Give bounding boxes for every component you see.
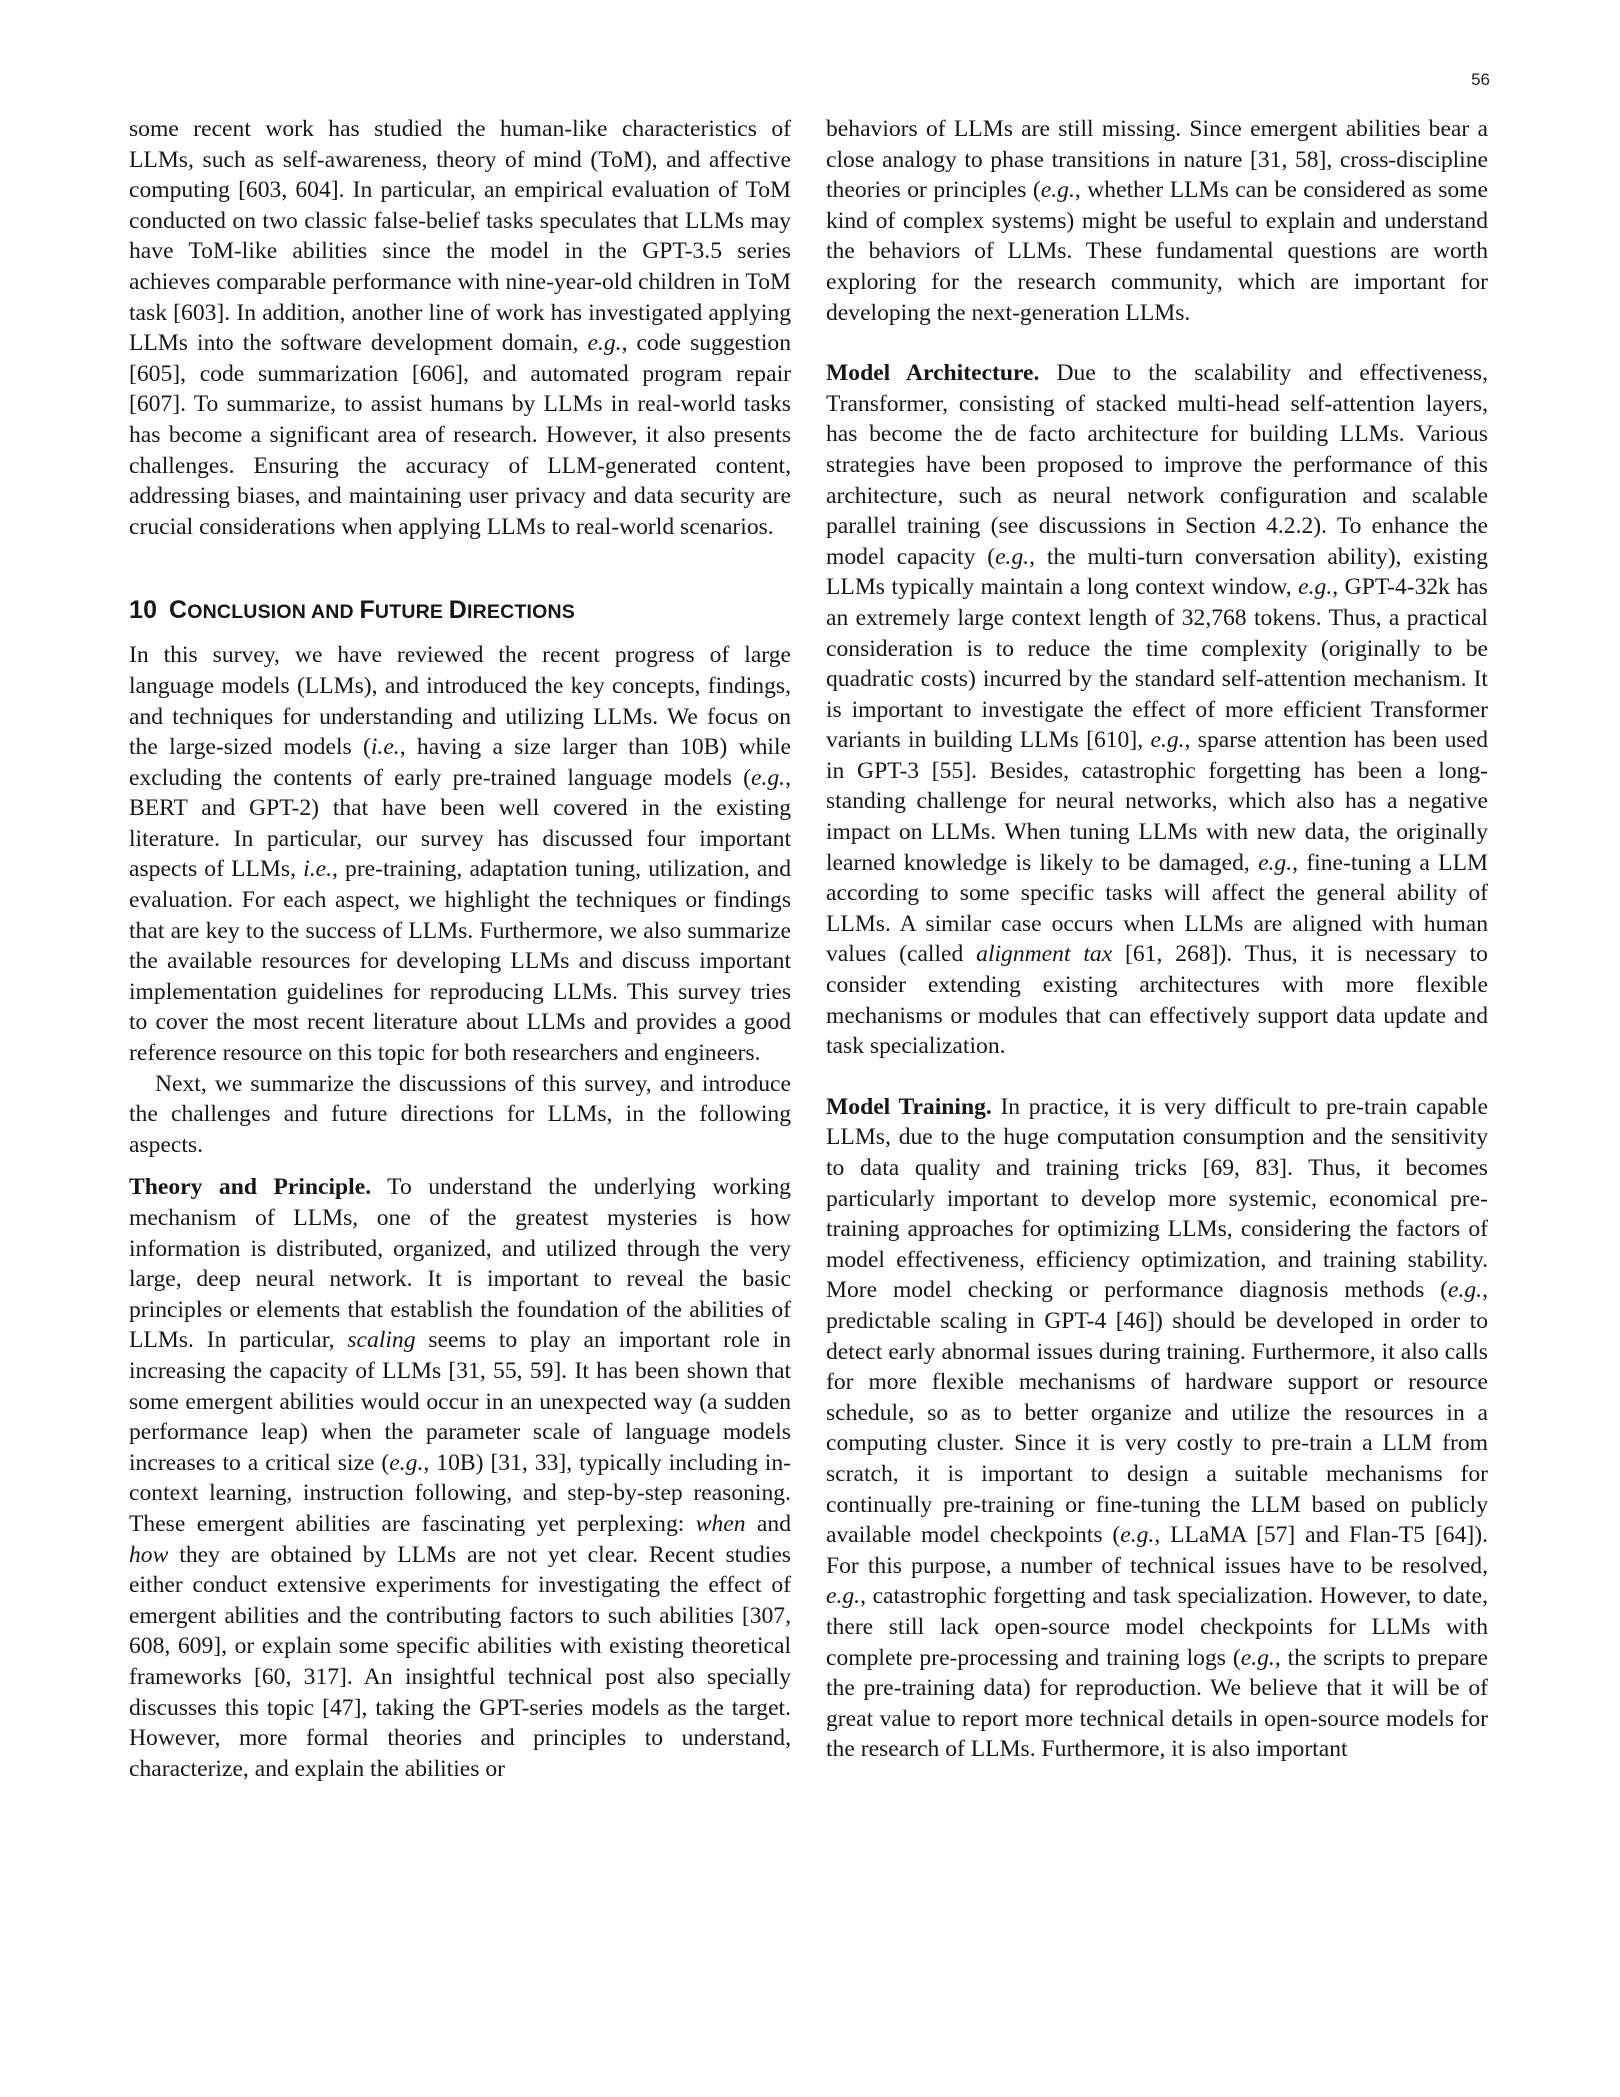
paragraph-conclusion-summary: In this survey, we have reviewed the recent progress of large language models (LLMs), and introduced the key concepts, findings, and techniques for understanding and utilizing LLMs. We focus on the large-sized models (i.e., having a size larger than 10B) while excluding the contents of early pre-trained language models (e.g., BERT and GPT-2) that have been well covered in the existing literature. In particular, our survey has discussed four important aspects of LLMs, i.e., pre-training, adaptation tuning, utilization, and evaluation. For each aspect, we highlight the techniques or findings that are key to the success of LLMs. Furthermore, we also summarize the available resources for developing LLMs and discuss important implementation guidelines for reproducing LLMs. This survey tries to cover the most recent literature about LLMs and provides a good reference resource on this topic for both researchers and engineers. [129,642,791,1067]
section-heading-conclusion: 10 CONCLUSION AND FUTURE DIRECTIONS [129,596,575,625]
paragraph-next-summary: Next, we summarize the discussions of this survey, and introduce the challenges and future directions for LLMs, in the following aspects. [129,1070,791,1158]
paragraph-model-architecture: Model Architecture. Due to the scalability and effectiveness, Transformer, consisting of stacked multi-head self-attention layers, has become the de facto architecture for building LLMs. Various strategies have been proposed to improve the performance of this architecture, such as neural network configuration and scalable parallel training (see discussions in Section 4.2.2). To enhance the model capacity (e.g., the multi-turn conversation ability), existing LLMs typically maintain a long context window, e.g., GPT-4-32k has an extremely large context length of 32,768 tokens. Thus, a practical consideration is to reduce the time complexity (originally to be quadratic costs) incurred by the standard self-attention mechanism. It is important to investigate the effect of more efficient Transformer variants in building LLMs [610], e.g., sparse attention has been used in GPT-3 [55]. Besides, catastrophic forgetting has been a long-standing challenge for neural networks, which also has a negative impact on LLMs. When tuning LLMs with new data, the originally learned knowledge is likely to be damaged, e.g., fine-tuning a LLM according to some specific tasks will affect the general ability of LLMs. A similar case occurs when LLMs are aligned with human values (called alignment tax [61, 268]). Thus, it is necessary to consider extending existing architectures with more flexible mechanisms or modules that can effectively support data update and task specialization. [826,360,1488,1060]
section-number: 10 [129,596,158,625]
paragraph-applications: some recent work has studied the human-like characteristics of LLMs, such as self-awareness, theory of mind (ToM), and affective computing [603, 604]. In particular, an empirical evaluation of ToM conducted on two classic false-belief tasks speculates that LLMs may have ToM-like abilities since the model in the GPT-3.5 series achieves comparable performance with nine-year-old children in ToM task [603]. In addition, another line of work has investigated applying LLMs into the software development domain, e.g., code suggestion [605], code summarization [606], and automated program repair [607]. To summarize, to assist humans by LLMs in real-world tasks has become a significant area of research. However, it also presents challenges. Ensuring the accuracy of LLM-generated content, addressing biases, and maintaining user privacy and data security are crucial considerations when applying LLMs to real-world scenarios. [129,116,791,540]
page-number: 56 [1471,70,1490,89]
run-in-heading-theory: Theory and Principle. [129,1174,372,1201]
run-in-heading-training: Model Training. [826,1093,992,1120]
paragraph-model-training: Model Training. In practice, it is very difficult to pre-train capable LLMs, due to the huge computation consumption and the sensitivity to data quality and training tricks [69, 83]. Thus, it becomes particularly important to develop more systemic, economical pre-training approaches for optimizing LLMs, considering the factors of model effectiveness, efficiency optimization, and training stability. More model checking or performance diagnosis methods (e.g., predictable scaling in GPT-4 [46]) should be developed in order to detect early abnormal issues during training. Furthermore, it also calls for more flexible mechanisms of hardware support or resource schedule, so as to better organize and utilize the resources in a computing cluster. Since it is very costly to pre-train a LLM from scratch, it is important to design a suitable mechanisms for continually pre-training or fine-tuning the LLM based on publicly available model checkpoints (e.g., LLaMA [57] and Flan-T5 [64]). For this purpose, a number of technical issues have to be resolved, e.g., catastrophic forgetting and task specialization. However, to date, there still lack open-source model checkpoints for LLMs with complete pre-processing and training logs (e.g., the scripts to prepare the pre-training data) for reproduction. We believe that it will be of great value to report more technical details in open-source models for the research of LLMs. Furthermore, it is also important [826,1093,1488,1763]
run-in-heading-architecture: Model Architecture. [826,360,1040,387]
paragraph-theory-principle: Theory and Principle. To understand the underlying working mechanism of LLMs, one of the greatest mysteries is how information is distributed, organized, and utilized through the very large, deep neural network. It is important to reveal the basic principles or elements that establish the foundation of the abilities of LLMs. In particular, scaling seems to play an important role in increasing the capacity of LLMs [31, 55, 59]. It has been shown that some emergent abilities would occur in an unexpected way (a sudden performance leap) when the parameter scale of language models increases to a critical size (e.g., 10B) [31, 33], typically including in-context learning, instruction following, and step-by-step reasoning. These emergent abilities are fascinating yet perplexing: when and how they are obtained by LLMs are not yet clear. Recent studies either conduct extensive experiments for investigating the effect of emergent abilities and the contributing factors to such abilities [307, 608, 609], or explain some specific abilities with existing theoretical frameworks [60, 317]. An insightful technical post also specially discusses this topic [47], taking the GPT-series models as the target. However, more formal theories and principles to understand, characterize, and explain the abilities or [129,1174,792,1782]
right-column [826,114,1488,1765]
paragraph-theory-continued: behaviors of LLMs are still missing. Since emergent abilities bear a close analogy to phase transitions in nature [31, 58], cross-discipline theories or principles (e.g., whether LLMs can be considered as some kind of complex systems) might be useful to explain and understand the behaviors of LLMs. These fundamental questions are worth exploring for the research community, which are important for developing the next-generation LLMs. [826,116,1488,326]
left-column [129,114,791,1784]
